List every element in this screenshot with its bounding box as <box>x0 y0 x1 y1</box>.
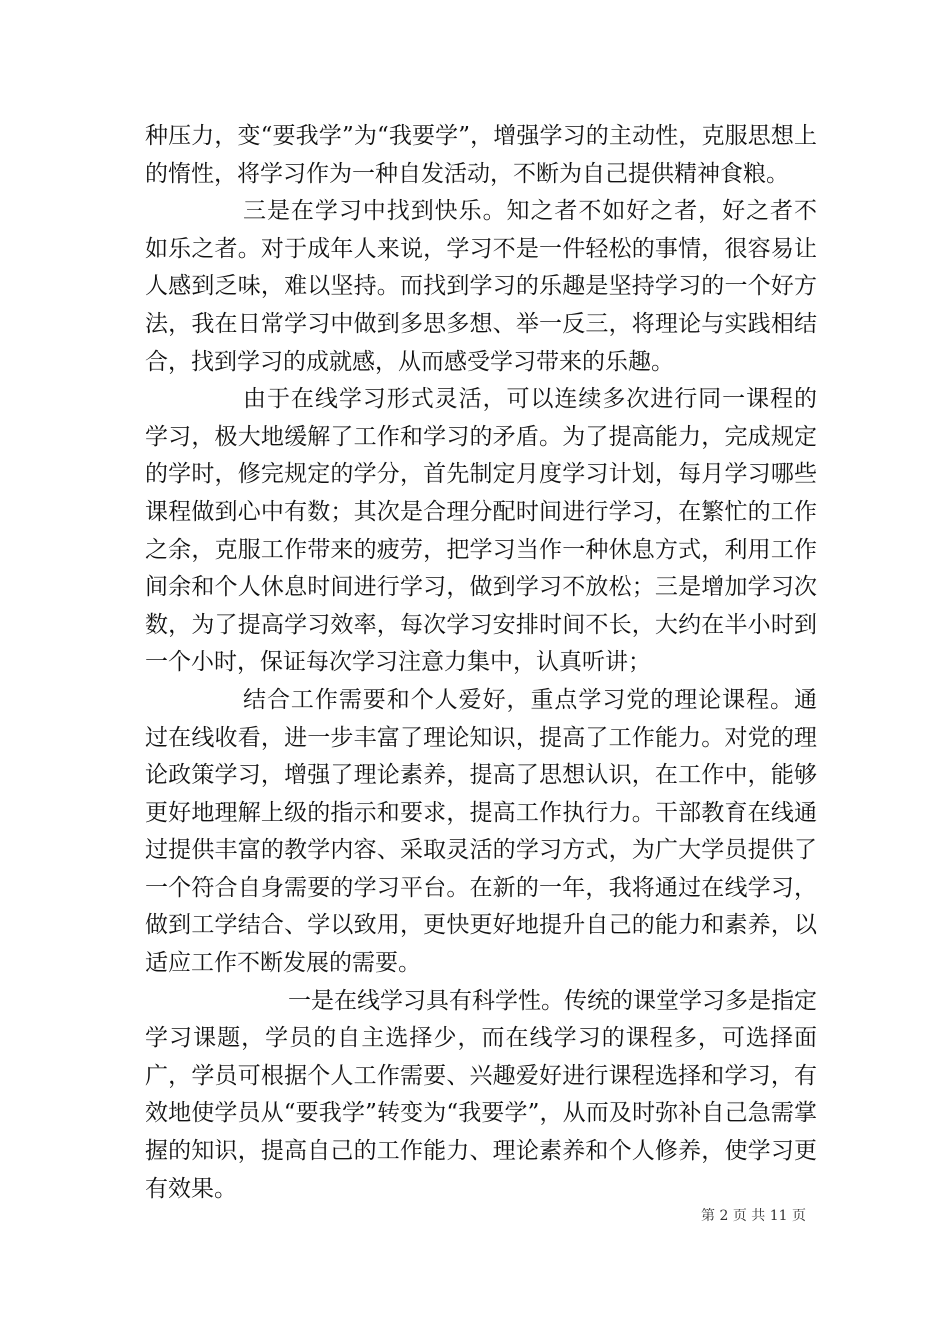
paragraph-find-joy: 三是在学习中找到快乐。知之者不如好之者，好之者不如乐之者。对于成年人来说，学习不是一件轻松的事情，很容易让人感到乏味，难以坚持。而找到学习的乐趣是坚持学习的一个好方法，我在日常学习中做到多思多想、举一反三，将理论与实践相结合，找到学习的成就感，从而感受学习带来的乐趣。 <box>145 198 817 375</box>
paragraph-theory-courses: 结合工作需要和个人爱好，重点学习党的理论课程。通过在线收看，进一步丰富了理论知识，提高了工作能力。对党的理论政策学习，增强了理论素养，提高了思想认识，在工作中，能够更好地理解上级的指示和要求，提高工作执行力。干部教育在线通过提供丰富的教学内容、采取灵活的学习方式，为广大学员提供了一个符合自身需要的学习平台。在新的一年，我将通过在线学习，做到工学结合、学以致用，更快更好地提升自己的能力和素养，以适应工作不断发展的需要。 <box>145 686 817 977</box>
paragraph-flexible-learning: 由于在线学习形式灵活，可以连续多次进行同一课程的学习，极大地缓解了工作和学习的矛盾。为了提高能力，完成规定的学时，修完规定的学分，首先制定月度学习计划，每月学习哪些课程做到心中有数；其次是合理分配时间进行学习，在繁忙的工作之余，克服工作带来的疲劳，把学习当作一种休息方式，利用工作间余和个人休息时间进行学习，做到学习不放松；三是增加学习次数，为了提高学习效率，每次学习安排时间不长，大约在半小时到一个小时，保证每次学习注意力集中，认真听讲； <box>145 386 817 676</box>
paragraph-scientific-learning: 一是在线学习具有科学性。传统的课堂学习多是指定学习课题，学员的自主选择少，而在线学习的课程多，可选择面广，学员可根据个人工作需要、兴趣爱好进行课程选择和学习，有效地使学员从“要我学”转变为“我要学”，从而及时弥补自己急需掌握的知识，提高自己的工作能力、理论素养和个人修养，使学习更有效果。 <box>145 987 817 1202</box>
paragraph-continuation: 种压力，变“要我学”为“我要学”，增强学习的主动性，克服思想上的惰性，将学习作为一种自发活动，不断为自己提供精神食粮。 <box>145 123 817 187</box>
document-body <box>145 118 817 1208</box>
page-number: 第 2 页 共 11 页 <box>701 1208 806 1224</box>
